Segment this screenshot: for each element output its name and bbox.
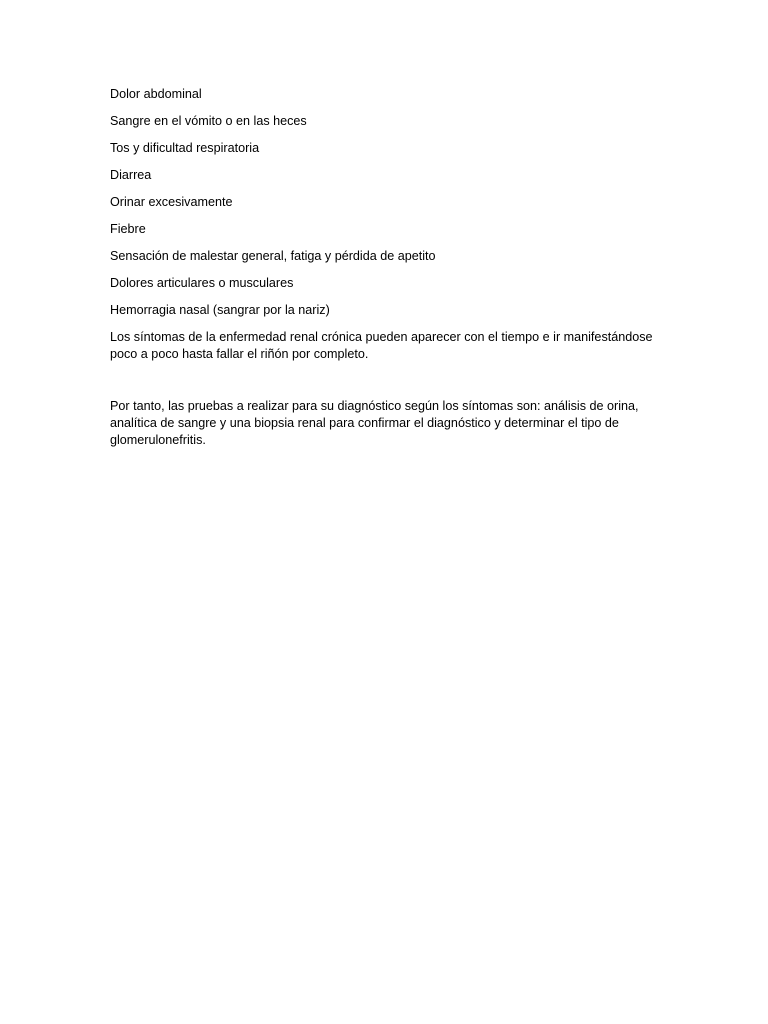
symptom-line: Dolores articulares o musculares xyxy=(110,276,294,290)
symptom-line: Dolor abdominal xyxy=(110,87,202,101)
symptom-line: Sangre en el vómito o en las heces xyxy=(110,114,307,128)
symptom-line: Fiebre xyxy=(110,222,146,236)
symptom-line: Orinar excesivamente xyxy=(110,195,233,209)
symptom-line: Diarrea xyxy=(110,168,152,182)
symptom-line: Tos y dificultad respiratoria xyxy=(110,141,260,155)
symptom-line: Hemorragia nasal (sangrar por la nariz) xyxy=(110,303,330,317)
document-body xyxy=(110,86,660,449)
paragraph-chronic-disease: Los síntomas de la enfermedad renal crónica pueden aparecer con el tiempo e ir manifestándose poco a poco hasta fallar el riñón por completo. xyxy=(110,330,653,361)
paragraph-diagnosis-tests: Por tanto, las pruebas a realizar para su diagnóstico según los síntomas son: análisis de orina, analítica de sangre y una biopsia renal para confirmar el diagnóstico y determinar el tipo de glomerulonefritis. xyxy=(110,399,639,447)
symptom-line: Sensación de malestar general, fatiga y pérdida de apetito xyxy=(110,249,436,263)
